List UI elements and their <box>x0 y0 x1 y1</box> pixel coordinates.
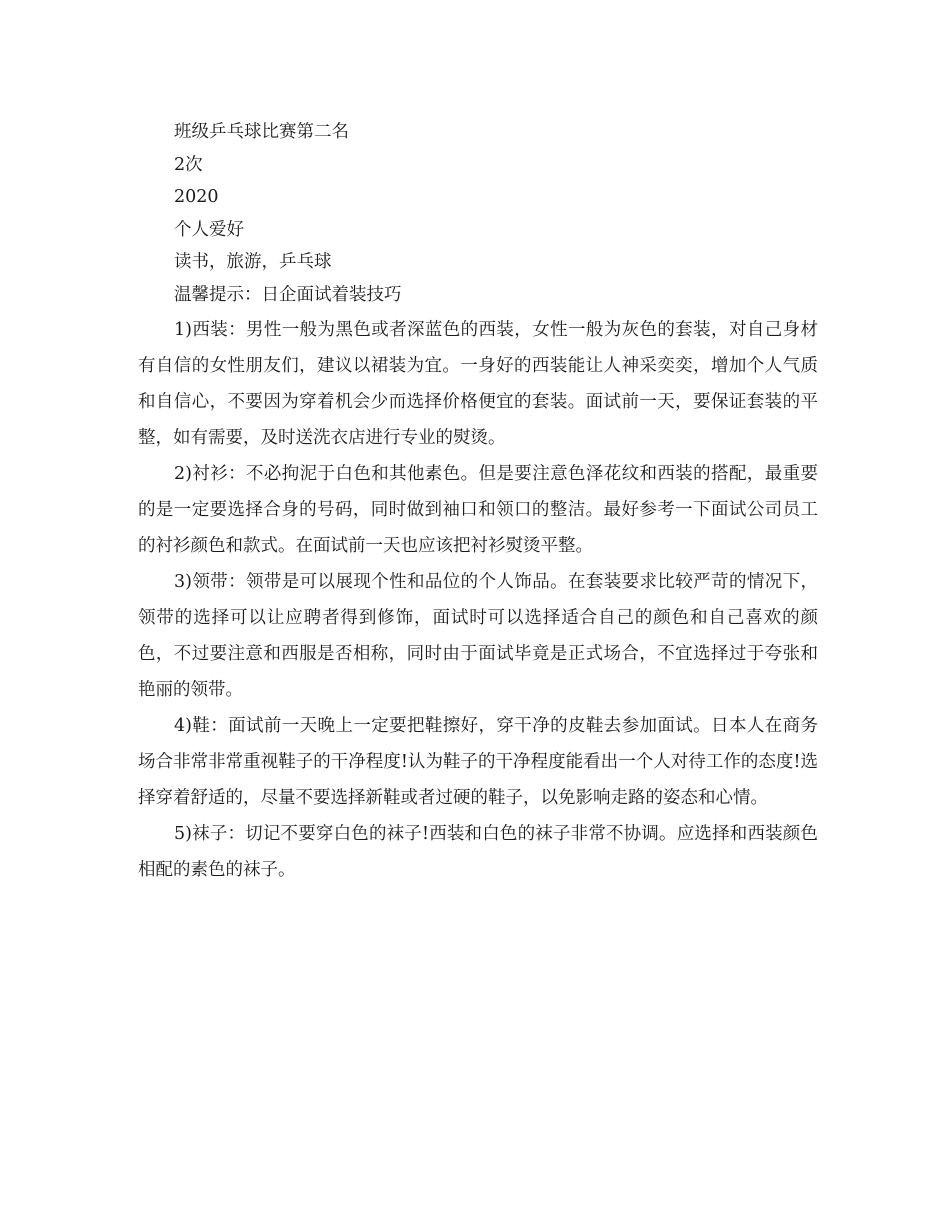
document-body <box>138 116 818 888</box>
award-line: 班级乒乓球比赛第二名 <box>174 122 349 142</box>
tip-heading: 温馨提示：日企面试着装技巧 <box>174 284 402 305</box>
tip-shoes-paragraph: 4)鞋：面试前一天晚上一定要把鞋擦好，穿干净的皮鞋去参加面试。日本人在商务场合非常非常重视鞋子的干净程度!认为鞋子的干净程度能看出一个人对待工作的态度!选择穿着舒适的，尽量不要选择新鞋或者过硬的鞋子，以免影响走路的姿态和心情。 <box>138 715 818 808</box>
tip-socks-paragraph: 5)袜子：切记不要穿白色的袜子!西装和白色的袜子非常不协调。应选择和西装颜色相配的素色的袜子。 <box>138 823 818 880</box>
tip-shirt-paragraph: 2)衬衫：不必拘泥于白色和其他素色。但是要注意色泽花纹和西装的搭配，最重要的是一定要选择合身的号码，同时做到袖口和领口的整洁。最好参考一下面试公司员工的衬衫颜色和款式。在面试前一天也应该把衬衫熨烫平整。 <box>138 463 818 556</box>
tip-suit-paragraph: 1)西装：男性一般为黑色或者深蓝色的西装，女性一般为灰色的套装，对自己身材有自信的女性朋友们，建议以裙装为宜。一身好的西装能让人神采奕奕，增加个人气质和自信心，不要因为穿着机会少而选择价格便宜的套装。面试前一天，要保证套装的平整，如有需要，及时送洗衣店进行专业的熨烫。 <box>138 319 818 448</box>
year-line: 2020 <box>174 187 219 208</box>
hobbies-heading: 个人爱好 <box>174 219 244 240</box>
tip-tie-paragraph: 3)领带：领带是可以展现个性和品位的个人饰品。在套装要求比较严苛的情况下，领带的选择可以让应聘者得到修饰，面试时可以选择适合自己的颜色和自己喜欢的颜色，不过要注意和西服是否相称，同时由于面试毕竟是正式场合，不宜选择过于夸张和艳丽的领带。 <box>138 571 818 700</box>
hobbies-value: 读书，旅游，乒乓球 <box>174 252 332 273</box>
count-line: 2次 <box>174 154 203 175</box>
